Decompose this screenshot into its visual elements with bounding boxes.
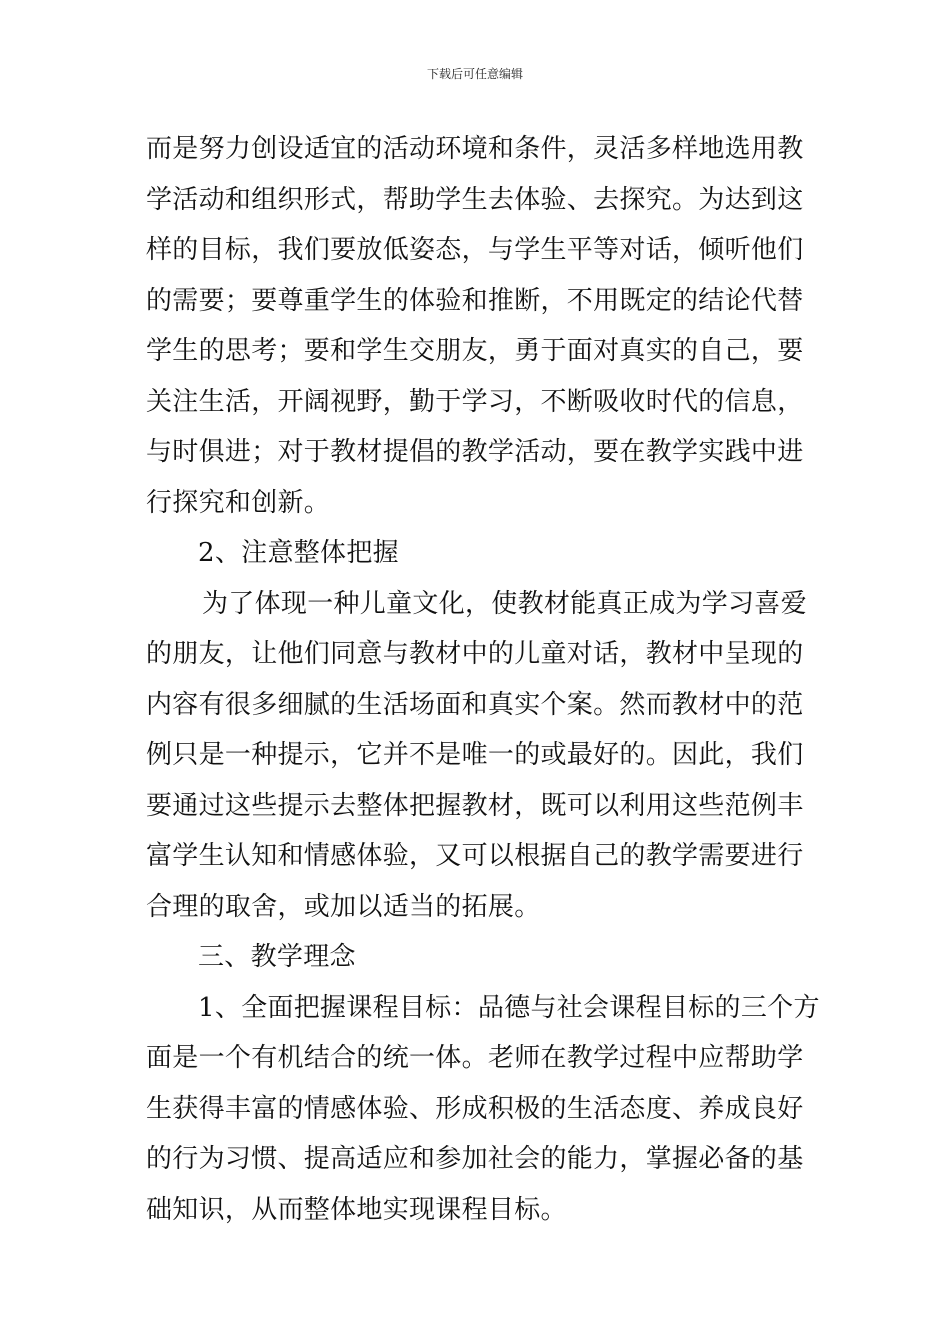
- paragraph-line: 内容有很多细腻的生活场面和真实个案。然而教材中的范: [146, 689, 804, 720]
- section-heading: 三、教学理念: [198, 942, 356, 972]
- paragraph-line: 行探究和创新。: [146, 487, 331, 518]
- paragraph-line: 1、全面把握课程目标：品德与社会课程目标的三个方: [198, 992, 820, 1023]
- paragraph-line: 要通过这些提示去整体把握教材，既可以利用这些范例丰: [146, 790, 804, 821]
- page-header: 下载后可任意编辑: [426, 67, 523, 81]
- paragraph-line: 学活动和组织形式，帮助学生去体验、去探究。为达到这: [146, 184, 804, 215]
- paragraph-line: 富学生认知和情感体验，又可以根据自己的教学需要进行: [146, 841, 804, 871]
- document-body: [146, 124, 820, 1235]
- paragraph-line: 样的目标，我们要放低姿态，与学生平等对话，倾听他们: [146, 235, 804, 265]
- paragraph-line: 为了体现一种儿童文化，使教材能真正成为学习喜爱: [202, 588, 807, 619]
- paragraph-line: 与时俱进；对于教材提倡的教学活动，要在教学实践中进: [146, 437, 804, 467]
- paragraph-line: 面是一个有机结合的统一体。老师在教学过程中应帮助学: [146, 1043, 804, 1073]
- paragraph-line: 关注生活，开阔视野，勤于学习，不断吸收时代的信息，: [146, 386, 804, 417]
- paragraph-line: 学生的思考；要和学生交朋友，勇于面对真实的自己，要: [146, 336, 804, 366]
- paragraph-line: 合理的取舍，或加以适当的拓展。: [146, 891, 541, 922]
- paragraph-line: 的行为习惯、提高适应和参加社会的能力，掌握必备的基: [146, 1144, 804, 1174]
- paragraph-line: 而是努力创设适宜的活动环境和条件，灵活多样地选用教: [146, 134, 804, 164]
- paragraph-line: 例只是一种提示，它并不是唯一的或最好的。因此，我们: [146, 740, 804, 770]
- paragraph-line: 础知识，从而整体地实现课程目标。: [146, 1194, 567, 1225]
- paragraph-line: 生获得丰富的情感体验、形成积极的生活态度、养成良好: [146, 1093, 804, 1124]
- paragraph-line: 的朋友，让他们同意与教材中的儿童对话，教材中呈现的: [146, 639, 804, 669]
- paragraph-line: 的需要；要尊重学生的体验和推断，不用既定的结论代替: [146, 285, 804, 316]
- section-heading: 2、注意整体把握: [198, 538, 399, 568]
